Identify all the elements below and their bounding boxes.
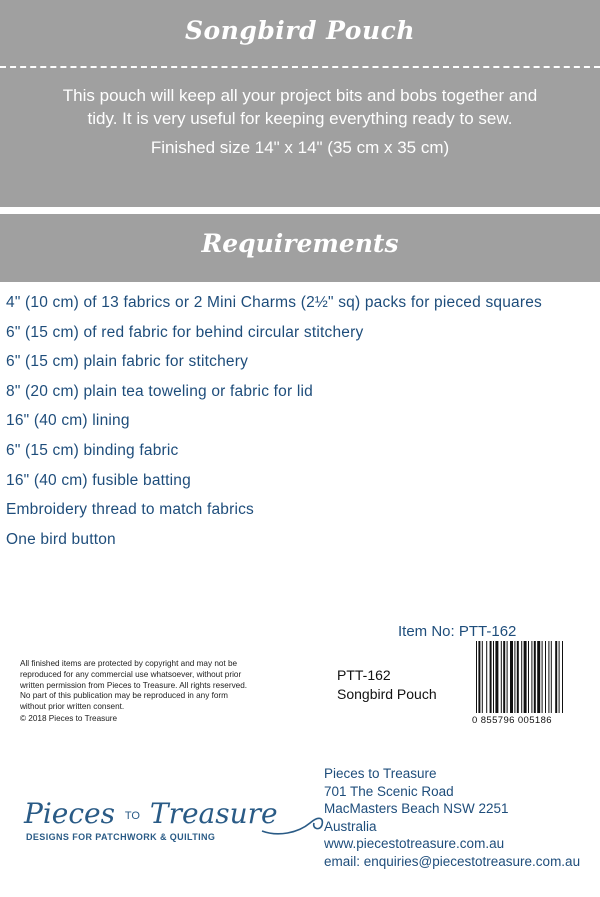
description-line-2: tidy. It is very useful for keeping everything ready to sew.: [87, 109, 513, 128]
logo-wordmark: [24, 797, 278, 830]
barcode-bar: [521, 641, 522, 713]
barcode-bar: [482, 641, 483, 713]
barcode-bar: [510, 641, 513, 713]
barcode-bar: [537, 641, 540, 713]
item-number: Item No: PTT-162: [398, 623, 517, 640]
barcode-digits: 0 855796 005186: [472, 715, 552, 726]
barcode-bar: [478, 641, 480, 713]
requirement-item: 16" (40 cm) lining: [6, 412, 130, 430]
copyright-line: All finished items are protected by copyright and may not be: [20, 659, 238, 668]
barcode-bar: [514, 641, 515, 713]
barcode-bar: [486, 641, 487, 713]
copyright-line: reproduced for any commercial use whatsoever, without prior: [20, 669, 242, 679]
barcode-bar: [503, 641, 505, 713]
requirement-item: 6" (15 cm) plain fabric for stitchery: [6, 353, 249, 371]
logo-word-to: TO: [124, 809, 140, 822]
logo-tagline: DESIGNS FOR PATCHWORK & QUILTING: [26, 832, 216, 842]
copyright-year: © 2018 Pieces to Treasure: [20, 713, 118, 723]
copyright-notice: [20, 659, 320, 725]
requirement-item: Embroidery thread to match fabrics: [6, 501, 255, 519]
barcode-bar: [507, 641, 508, 713]
barcode-bar: [562, 641, 563, 713]
barcode-bar: [551, 641, 552, 713]
pattern-description: [0, 84, 600, 130]
title-panel: [0, 0, 600, 207]
requirements-header: [0, 214, 600, 282]
brand-logo: [24, 797, 314, 847]
requirement-item: 6" (15 cm) binding fabric: [6, 441, 179, 459]
barcode-bar: [559, 641, 560, 713]
contact-block: [324, 765, 580, 870]
barcode-bar: [534, 641, 536, 713]
contact-country: Australia: [324, 818, 377, 834]
barcode-bar: [495, 641, 498, 713]
barcode-image: [476, 641, 598, 713]
requirements-title: Requirements: [201, 229, 399, 258]
finished-size: Finished size 14" x 14" (35 cm x 35 cm): [150, 138, 450, 157]
logo-swirl-icon: [258, 807, 328, 837]
contact-company: Pieces to Treasure: [324, 766, 437, 781]
description-line-1: This pouch will keep all your project bits and bobs together and: [62, 86, 538, 105]
barcode-bar: [528, 641, 529, 713]
requirement-item: 4" (10 cm) of 13 fabrics or 2 Mini Charms (2½" sq) packs for pieced squares: [6, 294, 542, 311]
copyright-line: without prior written consent.: [20, 702, 125, 712]
requirement-item: 16" (40 cm) fusible batting: [6, 471, 191, 489]
barcode-bar: [545, 641, 546, 713]
copyright-line: written permission from Pieces to Treasure. All rights reserved.: [20, 680, 248, 690]
barcode-bar: [493, 641, 494, 713]
barcode-bar: [476, 641, 477, 713]
contact-email[interactable]: email: enquiries@piecestotreasure.com.au: [324, 853, 581, 869]
barcode-bar: [542, 641, 543, 713]
requirement-item: 6" (15 cm) of red fabric for behind circular stitchery: [6, 323, 364, 341]
barcode-bar: [517, 641, 519, 713]
product-code: PTT-162: [337, 667, 391, 683]
copyright-line: No part of this publication may be reproduced in any form: [20, 691, 228, 701]
barcode-bar: [490, 641, 492, 713]
pattern-title: Songbird Pouch: [184, 16, 416, 45]
stitch-divider: [0, 66, 600, 68]
contact-website[interactable]: www.piecestotreasure.com.au: [324, 836, 505, 851]
barcode-bar: [501, 641, 502, 713]
requirements-list: [6, 294, 542, 560]
product-name: Songbird Pouch: [337, 686, 437, 702]
barcode-bar: [555, 641, 557, 713]
barcode-bar: [548, 641, 549, 713]
requirement-item: One bird button: [6, 530, 116, 548]
requirement-item: 8" (20 cm) plain tea toweling or fabric for lid: [6, 382, 313, 400]
contact-city: MacMasters Beach NSW 2251: [324, 801, 509, 816]
barcode-bar: [531, 641, 532, 713]
logo-word-pieces: Pieces: [24, 797, 115, 830]
barcode-bar: [524, 641, 527, 713]
logo-word-treasure: Treasure: [149, 797, 278, 830]
contact-street: 701 The Scenic Road: [324, 783, 454, 799]
